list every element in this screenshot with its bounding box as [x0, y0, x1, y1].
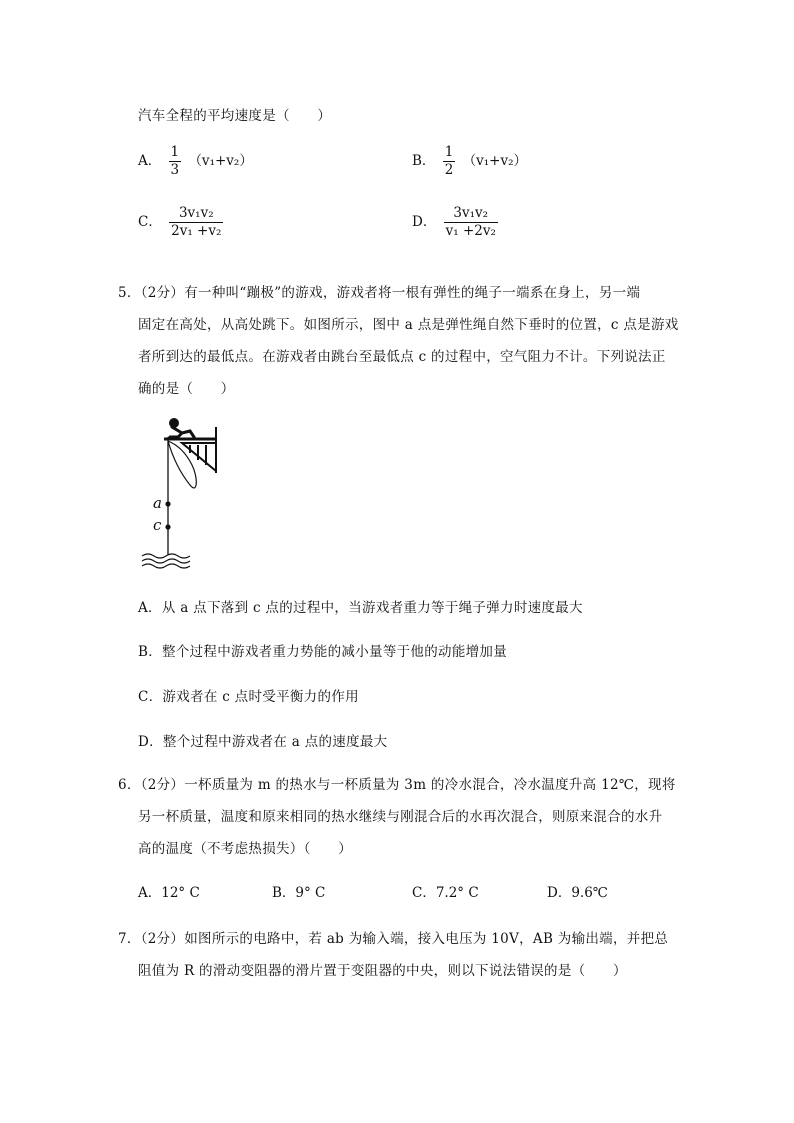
figure-label-c: c — [153, 516, 162, 534]
q5-option-b[interactable]: B．整个过程中游戏者重力势能的减小量等于他的动能增加量 — [138, 644, 508, 660]
q6-option-a[interactable]: A．12° C — [138, 885, 200, 901]
q6-stem-line: 高的温度（不考虑热损失）（ ） — [138, 841, 353, 857]
fraction: $\frac{1}{2}$ — [444, 144, 454, 178]
q5-stem-line: 者所到达的最低点。在游戏者由跳台至最低点 c 的过程中，空气阻力不计。下列说法正 — [138, 349, 666, 365]
q6-stem-line: 另一杯质量，温度和原来相同的热水继续与刚混合后的水再次混合，则原来混合的水升 — [138, 809, 663, 825]
fraction: $\frac{\text{3v₁v₂}}{\text{2v₁ +v₂}}$ — [171, 205, 222, 239]
q5-stem-line: 确的是（ ） — [138, 381, 235, 397]
q6-option-d[interactable]: D．9.6℃ — [547, 885, 608, 901]
q4-option-b[interactable]: B． $\frac{1}{2}$ （v₁+v₂） — [412, 144, 527, 178]
q5-option-d[interactable]: D．整个过程中游戏者在 a 点的速度最大 — [138, 734, 388, 750]
q6-option-c[interactable]: C．7.2° C — [412, 885, 479, 901]
q5-stem-line: 5．（2分）有一种叫“蹦极”的游戏，游戏者将一根有弹性的绳子一端系在身上，另一端 — [118, 285, 641, 301]
q7-stem-line: 阻值为 R 的滑动变阻器的滑片置于变阻器的中央，则以下说法错误的是（ ） — [138, 963, 627, 979]
fraction: $\frac{\text{3v₁v₂}}{\text{v₁ +2v₂}}$ — [445, 205, 496, 239]
q4-option-a[interactable]: A． $\frac{1}{3}$ （v₁+v₂） — [138, 144, 253, 178]
q7-stem-line: 7．（2分）如图所示的电路中，若 ab 为输入端，接入电压为 10V，AB 为输出端，并把总 — [118, 931, 669, 947]
q5-stem-line: 固定在高处，从高处跳下。如图所示，图中 a 点是弹性绳自然下垂时的位置，c 点是游戏 — [138, 317, 679, 333]
q4-stem-continuation: 汽车全程的平均速度是（ ） — [138, 108, 332, 124]
q5-option-c[interactable]: C．游戏者在 c 点时受平衡力的作用 — [138, 689, 359, 705]
bungee-figure — [138, 415, 228, 570]
q6-option-b[interactable]: B．9° C — [272, 885, 326, 901]
q6-stem-line: 6．（2分）一杯质量为 m 的热水与一杯质量为 3m 的冷水混合，冷水温度升高 12℃，现将 — [118, 777, 676, 793]
fraction: $\frac{1}{3}$ — [170, 144, 180, 178]
q4-option-c[interactable]: C． $\frac{\text{3v₁v₂}}{\text{2v₁ +v₂}}$ — [138, 205, 222, 239]
q5-option-a[interactable]: A．从 a 点下落到 c 点的过程中，当游戏者重力等于绳子弹力时速度最大 — [138, 600, 583, 616]
q4-option-d[interactable]: D． $\frac{\text{3v₁v₂}}{\text{v₁ +2v₂}}$ — [412, 205, 496, 239]
figure-label-a: a — [153, 494, 162, 512]
